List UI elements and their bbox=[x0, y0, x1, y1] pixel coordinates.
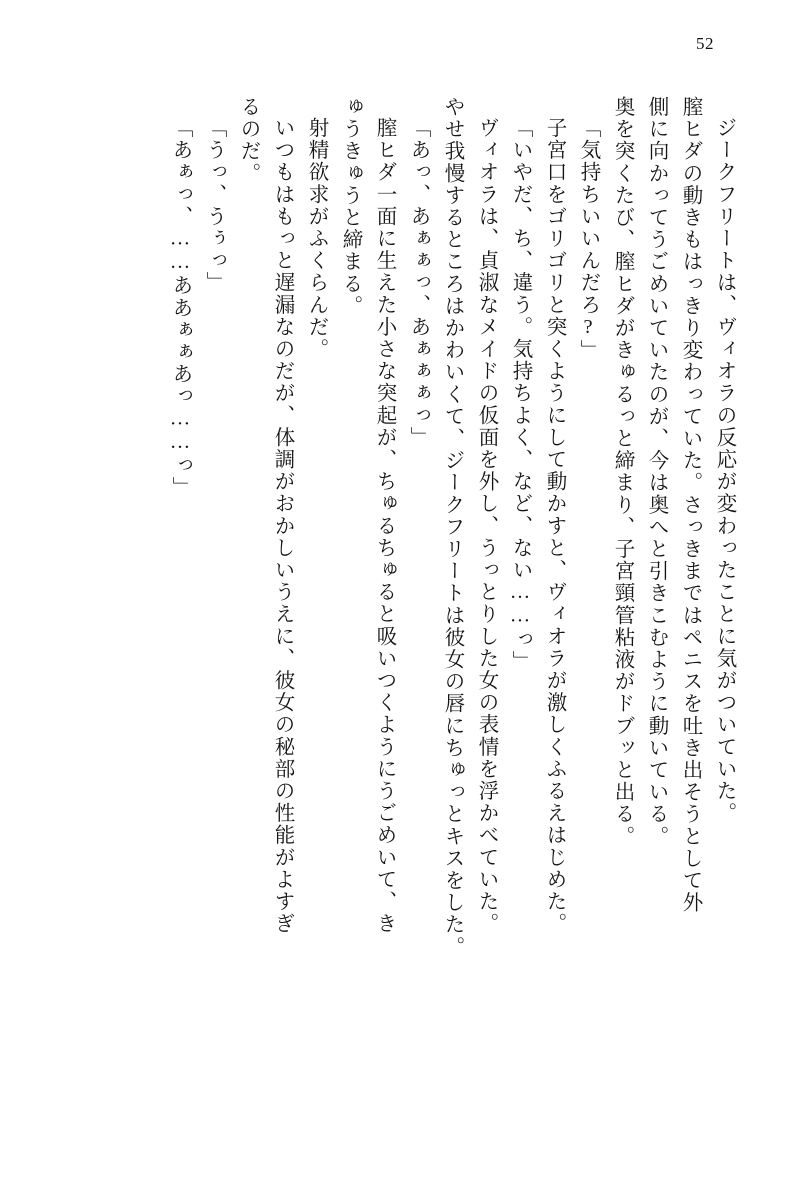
text-line: 子宮口をゴリゴリと突くようにして動かすと、ヴィオラが激しくふるえはじめた。 bbox=[543, 117, 565, 935]
text-line: 「うっ、うぅっ」 bbox=[203, 117, 225, 294]
text-line: 奥を突くたび、膣ヒダがきゅるっと締まり、子宮頸管粘液がドブッと出る。 bbox=[611, 96, 633, 848]
text-line: やせ我慢するところはかわいくて、ジークフリートは彼女の唇にちゅっとキスをした。 bbox=[441, 96, 463, 958]
text-line: ゅうきゅうと締まる。 bbox=[339, 96, 361, 317]
text-line: るのだ。 bbox=[237, 96, 259, 185]
text-line: ヴィオラは、貞淑なメイドの仮面を外し、うっとりした女の表情を浮かべていた。 bbox=[475, 117, 497, 935]
text-line: 膣ヒダの動きもはっきり変わっていた。さっきまではペニスを吐き出そうとして外 bbox=[679, 96, 701, 914]
text-line: いつもはもっと遅漏なのだが、体調がおかしいうえに、彼女の秘部の性能がよすぎ bbox=[271, 117, 293, 935]
text-line: 「あっ、あぁぁっ、あぁぁぁっ」 bbox=[407, 117, 429, 449]
page-number: 52 bbox=[696, 34, 714, 53]
text-line: 「気持ちいいんだろ?」 bbox=[577, 117, 599, 362]
vertical-text-body bbox=[46, 96, 734, 1162]
text-line: 膣ヒダ一面に生えた小さな突起が、ちゅるちゅると吸いつくようにうごめいて、き bbox=[373, 117, 395, 935]
text-line: 「あぁっ、……ああぁぁあっ……っ」 bbox=[169, 117, 191, 499]
text-line: 側に向かってうごめいていたのが、今は奥へと引きこむように動いている。 bbox=[645, 96, 667, 848]
text-line: 射精欲求がふくらんだ。 bbox=[305, 117, 327, 361]
text-line: 「いやだ、ち、違う。気持ちよく、など、ない……っ」 bbox=[509, 117, 531, 673]
text-line: ジークフリートは、ヴィオラの反応が変わったことに気がついていた。 bbox=[713, 117, 735, 825]
